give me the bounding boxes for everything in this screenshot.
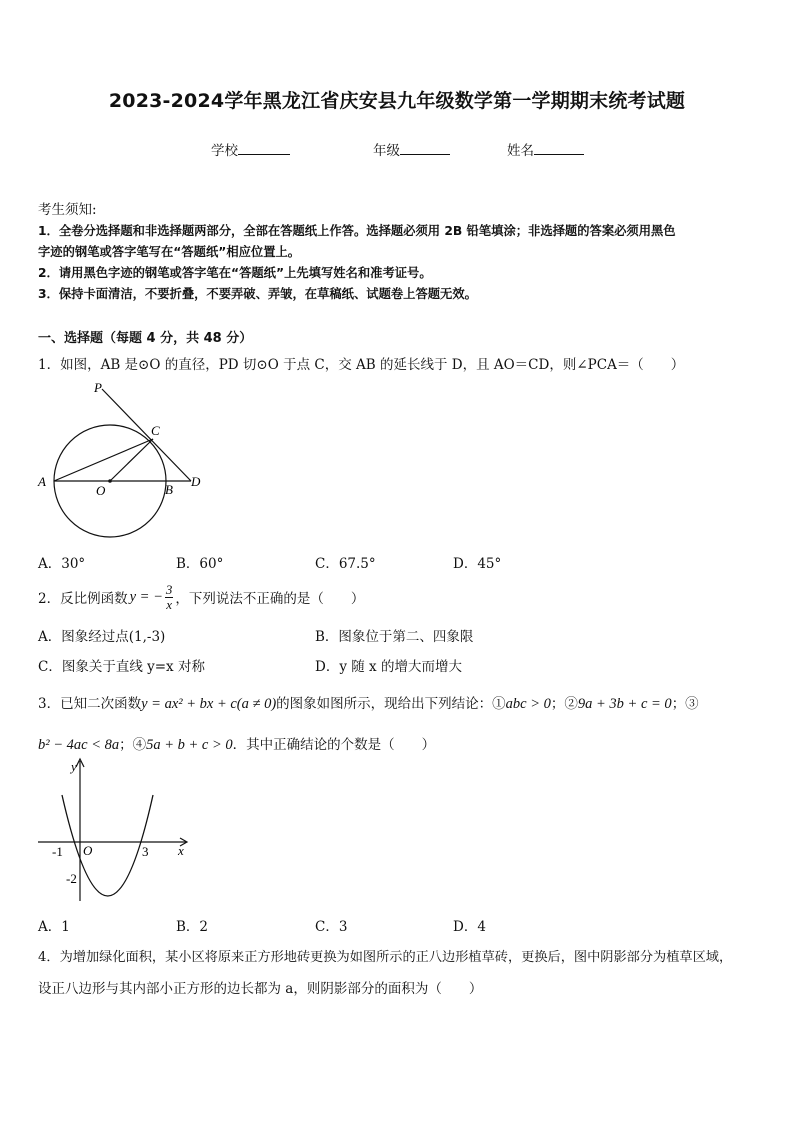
q2-lhs: y = − [129, 588, 163, 605]
q2-stem [38, 580, 364, 614]
q2-stem-prefix: 2．反比例函数 [38, 591, 128, 607]
name-label: 姓名 [507, 143, 534, 159]
q3-parabola-figure [34, 755, 194, 905]
q3-prefix: 3．已知二次函数 [38, 696, 142, 712]
q2-stem-suffix: ，下列说法不正确的是（ ） [175, 591, 365, 607]
q2-frac-den: x [166, 596, 172, 612]
grade-label: 年级 [373, 143, 400, 159]
q1-option-b[interactable]: B．60° [176, 556, 224, 572]
q1-option-a[interactable]: A．30° [38, 556, 86, 572]
notice-item-3: 3．保持卡面清洁，不要折叠，不要弄破、弄皱，在草稿纸、试题卷上答题无效。 [38, 287, 477, 301]
label-y-axis: y [71, 759, 77, 774]
section-title: 一、选择题（每题 4 分，共 48 分） [38, 331, 253, 346]
q4-stem-line-2: 设正八边形与其内部小正方形的边长都为 a，则阴影部分的面积为（ ） [38, 981, 483, 997]
q3-sep-1: ；② [550, 696, 578, 712]
q2-option-b[interactable]: B．图象位于第二、四象限 [315, 629, 474, 645]
notice-item-1: 1．全卷分选择题和非选择题两部分，全部在答题纸上作答。选择题必须用 2B 铅笔填涂；非选择题的答案必须用黑色 [38, 224, 676, 238]
q2-option-c[interactable]: C．图象关于直线 y=x 对称 [38, 659, 205, 675]
q3-conclusion-2: 9a + 3b + c = 0 [577, 696, 672, 712]
q3-option-d[interactable]: D．4 [453, 919, 486, 935]
school-field[interactable] [211, 139, 290, 159]
q1-circle-figure [30, 372, 220, 547]
label-d: D [191, 474, 201, 489]
q3-mid: 的图象如图所示，现给出下列结论：① [276, 696, 506, 712]
label-o: O [96, 483, 106, 498]
q3-conclusion-1: abc > 0 [505, 696, 551, 712]
label-three: 3 [142, 844, 149, 859]
q2-fraction [165, 583, 174, 612]
q2-option-d[interactable]: D．y 随 x 的增大而增大 [315, 659, 462, 675]
label-p: P [94, 380, 102, 395]
q3-line-1 [38, 692, 699, 713]
q1-stem: 1．如图，AB 是⊙O 的直径，PD 切⊙O 于点 C，交 AB 的延长线于 D，且 AO＝CD，则∠PCA＝（ ） [38, 357, 685, 373]
q4-stem-line-1: 4．为增加绿化面积，某小区将原来正方形地砖更换为如图所示的正八边形植草砖，更换后，图中阴影部分为植草区域， [38, 950, 733, 965]
q3-line-2 [38, 733, 435, 754]
name-blank[interactable] [534, 140, 584, 155]
q3-conclusion-3: b² − 4ac < 8a [38, 737, 120, 753]
school-blank[interactable] [238, 140, 290, 155]
label-x-axis: x [178, 843, 184, 858]
label-origin: O [83, 843, 93, 858]
q3-function: y = ax² + bx + c(a ≠ 0) [141, 696, 277, 712]
label-minus-one: -1 [52, 844, 63, 859]
notice-item-1-cont: 字迹的钢笔或答字笔写在“答题纸”相应位置上。 [38, 245, 301, 259]
q3-conclusion-4: 5a + b + c > 0 [146, 737, 233, 753]
name-field[interactable] [507, 139, 584, 159]
q3-suffix: ．其中正确结论的个数是（ ） [232, 737, 436, 753]
q3-option-a[interactable]: A．1 [38, 919, 70, 935]
label-a: A [38, 474, 46, 489]
school-label: 学校 [211, 143, 238, 159]
label-b: B [165, 482, 173, 497]
page-title: 2023-2024学年黑龙江省庆安县九年级数学第一学期期末统考试题 [108, 90, 686, 112]
q3-option-c[interactable]: C．3 [315, 919, 348, 935]
q3-option-b[interactable]: B．2 [176, 919, 209, 935]
grade-blank[interactable] [400, 140, 450, 155]
q3-sep-2: ；③ [671, 696, 699, 712]
label-minus-two: -2 [66, 871, 77, 886]
grade-field[interactable] [373, 139, 450, 159]
q3-sep-3: ；④ [119, 737, 147, 753]
label-c: C [151, 423, 160, 438]
notice-heading: 考生须知: [38, 202, 97, 218]
q2-option-a[interactable]: A．图象经过点(1,-3) [38, 629, 166, 645]
notice-item-2: 2．请用黑色字迹的钢笔或答字笔在“答题纸”上先填写姓名和准考证号。 [38, 266, 432, 280]
q1-option-d[interactable]: D．45° [453, 556, 502, 572]
q1-option-c[interactable]: C．67.5° [315, 556, 376, 572]
q2-frac-num: 3 [165, 581, 173, 597]
